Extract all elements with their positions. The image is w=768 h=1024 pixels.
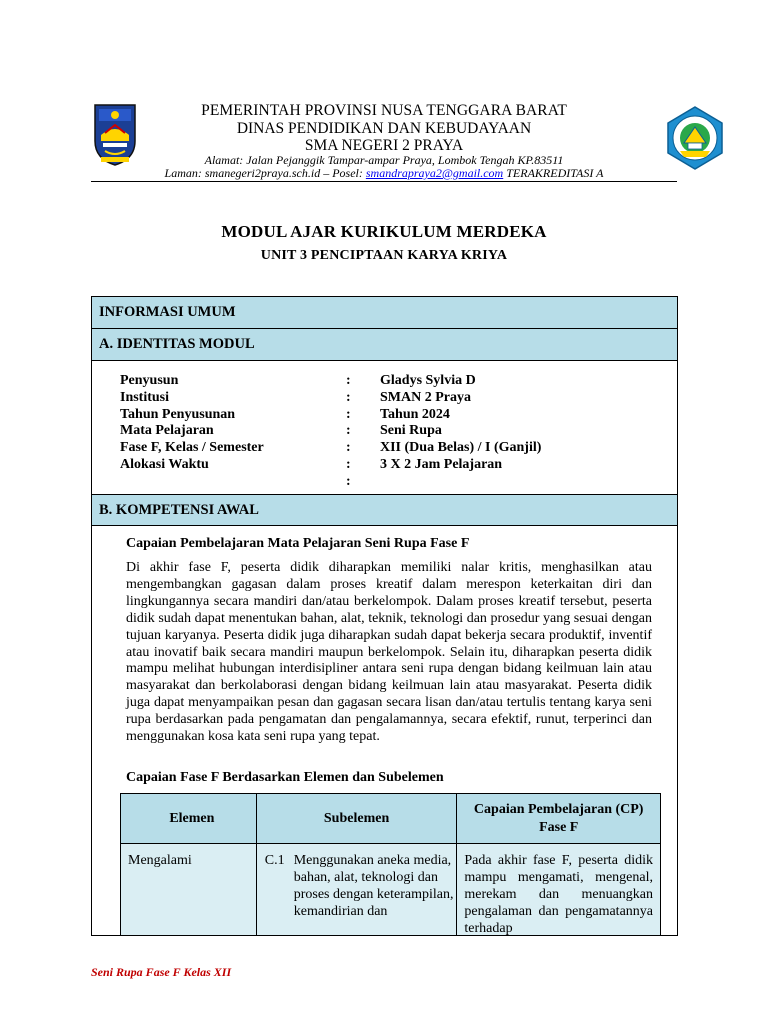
identity-row bbox=[120, 457, 502, 474]
letterhead-divider bbox=[91, 181, 677, 182]
subelement-code: C.1 bbox=[264, 853, 285, 868]
school-emblem-logo bbox=[664, 105, 726, 171]
identity-separator: : bbox=[346, 390, 351, 405]
identity-separator: : bbox=[346, 457, 351, 472]
identity-separator: : bbox=[346, 440, 351, 455]
identity-separator: : bbox=[346, 407, 351, 422]
table-header-row bbox=[121, 794, 661, 844]
identity-row bbox=[120, 390, 471, 407]
document-subtitle: UNIT 3 PENCIPTAAN KARYA KRIYA bbox=[260, 248, 508, 263]
cell-element: Mengalami bbox=[121, 844, 257, 937]
identity-value: Seni Rupa bbox=[380, 423, 442, 438]
identity-value: 3 X 2 Jam Pelajaran bbox=[380, 457, 503, 472]
column-header-cp: Capaian Pembelajaran (CP) Fase F bbox=[457, 794, 661, 844]
letterhead-address: Alamat: Jalan Pejanggik Tampar-ampar Praya, Lombok Tengah KP.83511 bbox=[204, 153, 564, 167]
column-header-element: Elemen bbox=[121, 794, 257, 844]
subelement-text: Menggunakan aneka media, bahan, alat, teknologi dan proses dengan keterampilan, kemandirian dan bbox=[293, 853, 454, 919]
letterhead-email-link[interactable]: smandrapraya2@gmail.com bbox=[365, 166, 504, 180]
section-competence: B. KOMPETENSI AWAL bbox=[92, 494, 677, 526]
table-row bbox=[121, 844, 661, 937]
letterhead-accreditation: TERAKREDITASI A bbox=[503, 166, 604, 180]
section-identity: A. IDENTITAS MODUL bbox=[92, 329, 677, 361]
identity-row bbox=[120, 407, 450, 424]
identity-label: Mata Pelajaran bbox=[120, 423, 214, 438]
identity-value: Tahun 2024 bbox=[380, 407, 450, 422]
identity-block bbox=[92, 361, 677, 494]
identity-row bbox=[120, 373, 476, 390]
document-title: MODUL AJAR KURIKULUM MERDEKA bbox=[221, 222, 547, 241]
module-table bbox=[91, 296, 678, 936]
identity-value: XII (Dua Belas) / I (Ganjil) bbox=[380, 440, 542, 455]
identity-label: Fase F, Kelas / Semester bbox=[120, 440, 264, 455]
cell-cp: Pada akhir fase F, peserta didik mampu mengamati, mengenal, merekam dan menuangkan pengalaman dan pengamatannya terhadap bbox=[457, 844, 661, 937]
identity-row bbox=[120, 440, 541, 457]
cp-heading: Capaian Pembelajaran Mata Pelajaran Seni Rupa Fase F bbox=[126, 536, 470, 551]
cp-paragraph: Di akhir fase F, peserta didik diharapkan memiliki nalar kritis, menghasilkan atau mengembangkan gagasan dalam proses kreatif dalam merespon keterkaitan diri dan lingkungannya secara mandiri dan/atau berkelompok. Dalam proses kreatif tersebut, peserta didik sudah dapat menentukan bahan, alat, teknik, teknologi dan prosedur yang sesuai dengan tujuan karyanya. Peserta didik juga diharapkan sudah dapat bekerja secara produktif, inventif atau inovatif baik secara mandiri maupun berkelompok. Selain itu, diharapkan peserta didik mampu melihat hubungan interdisipliner antara seni rupa dengan bidang keilmuan lain atau masyarakat dan berkolaborasi dengan bidang keilmuan lain atau masyarakat. Peserta didik juga dapat menyampaikan pesan dan gagasan secara lisan dan/atau tertulis tentang karya seni rupa berdasarkan pada pengamatan dan pengalamannya, secara efektif, runut, terperinci dan menggunakan kosa kata seni rupa yang tepat. bbox=[126, 560, 652, 745]
letterhead-government: PEMERINTAH PROVINSI NUSA TENGGARA BARAT bbox=[201, 102, 567, 119]
page-footer: Seni Rupa Fase F Kelas XII bbox=[91, 965, 232, 979]
letterhead-department: DINAS PENDIDIKAN DAN KEBUDAYAAN bbox=[236, 120, 532, 137]
competence-block bbox=[92, 526, 677, 936]
identity-extra-separator: : bbox=[346, 474, 351, 489]
identity-separator: : bbox=[346, 373, 351, 388]
letterhead-school: SMA NEGERI 2 PRAYA bbox=[304, 137, 464, 154]
letterhead-contact bbox=[130, 166, 638, 181]
identity-separator: : bbox=[346, 423, 351, 438]
identity-value: Gladys Sylvia D bbox=[380, 373, 476, 388]
identity-label: Alokasi Waktu bbox=[120, 457, 209, 472]
identity-value: SMAN 2 Praya bbox=[380, 390, 471, 405]
identity-row bbox=[120, 423, 442, 440]
cp-elements-heading: Capaian Fase F Berdasarkan Elemen dan Subelemen bbox=[126, 770, 444, 785]
identity-label: Institusi bbox=[120, 390, 170, 405]
letterhead-web: Laman: smanegeri2praya.sch.id – Posel: bbox=[164, 166, 366, 180]
section-general-info: INFORMASI UMUM bbox=[92, 297, 677, 329]
identity-label: Penyusun bbox=[120, 373, 179, 388]
identity-label: Tahun Penyusunan bbox=[120, 407, 236, 422]
cp-elements-table bbox=[120, 793, 661, 936]
cell-subelement bbox=[256, 844, 457, 937]
column-header-subelement: Subelemen bbox=[256, 794, 457, 844]
